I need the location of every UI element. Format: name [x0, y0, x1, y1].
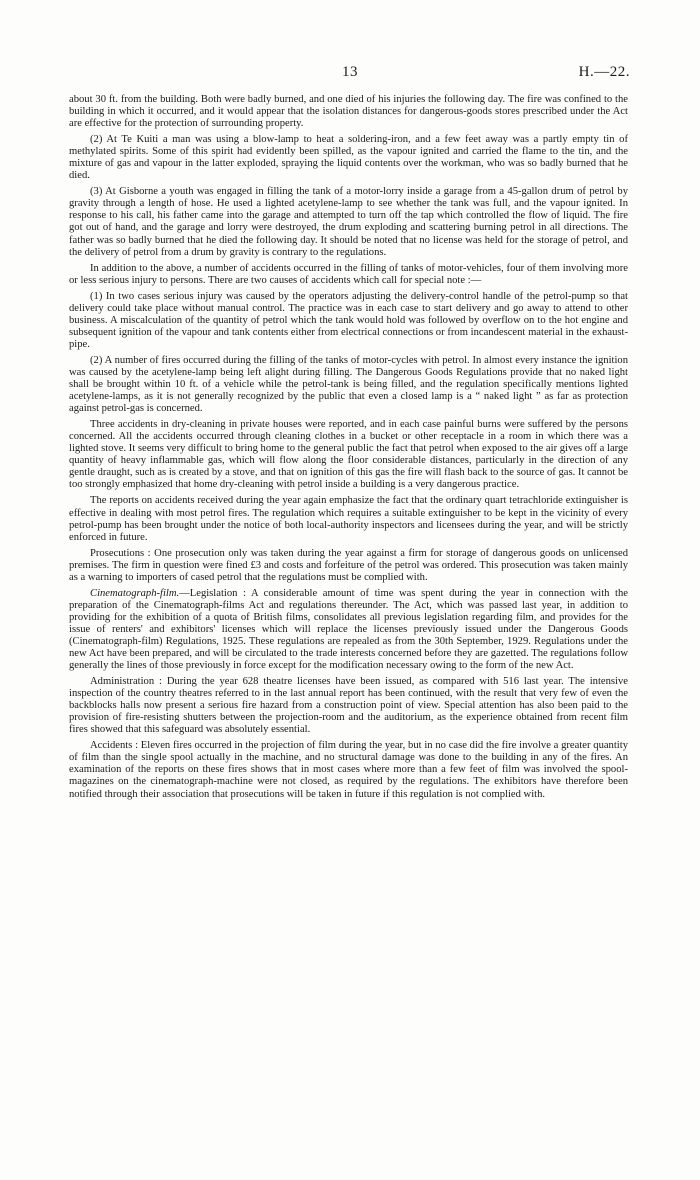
paragraph-te-kuiti-accident: (2) At Te Kuiti a man was using a blow-lamp to heat a soldering-iron, and a few feet away was a partly empty tin of methylated spirits. Some of this spirit had evidently been spilled, as the vapour ignited and carried the flame to the tin, and the mixture of gas and vapour in the latter exploded, spraying the liquid contents over the workman, who was so badly burned that he died. — [69, 134, 628, 182]
body-text — [69, 94, 628, 805]
paragraph-film-accidents: Accidents : Eleven fires occurred in the projection of film during the year, but in no case did the fire involve a greater quantity of film than the single spool actually in the machine, and no structural damage was done to the building in any of the fires. An examination of the reports on these fires shows that in most cases where more than a few feet of film was involved the spool-magazines on the cinematograph-machine were not closed, as required by the regulations. The exhibitors have therefore been notified through their association that prosecutions will be taken in future if this regulation is not complied with. — [69, 740, 628, 800]
page-number: 13 — [342, 64, 358, 80]
cinematograph-heading: Cinematograph-film. — [90, 587, 180, 599]
paragraph-continuation: about 30 ft. from the building. Both were badly burned, and one died of his injuries the following day. The fire was confined to the building in which it occurred, and it would appear that the isolation distances for dangerous-goods stores prescribed under the Act are effective for the protection of surrounding property. — [69, 94, 628, 130]
paragraph-dry-cleaning: Three accidents in dry-cleaning in private houses were reported, and in each case painful burns were suffered by the persons concerned. All the accidents occurred through cleaning clothes in a bucket or other receptacle in a room in which there was a lighted stove. It seems very difficult to bring home to the general public the fact that petrol when exposed to the air gives off a large quantity of heavy inflammable gas, which will flow along the floor considerable distances, particularly in the direction of any gentle draught, such as is created by a stove, and that on ignition of this gas the fire will flash back to the source of gas. It cannot be too strongly emphasized that home dry-cleaning with petrol inside a building is a very dangerous practice. — [69, 419, 628, 491]
paragraph-administration: Administration : During the year 628 theatre licenses have been issued, as compared with 516 last year. The intensive inspection of the country theatres referred to in the last annual report has been continued, with the result that very few of even the backblocks halls now present a serious fire hazard from a construction point of view. Special attention has also been paid to the provision of fire-resisting shutters between the projection-room and the auditorium, as the experience obtained from recent film fires showed that this safeguard was absolutely essential. — [69, 676, 628, 736]
paragraph-petrol-pump-cause: (1) In two cases serious injury was caused by the operators adjusting the delivery-control handle of the petrol-pump so that delivery could take place without manual control. The practice was in each case to start delivery and go away to attend to other business. A miscalculation of the quantity of petrol which the tank would hold was followed by overflow on to the hot engine and subsequent ignition of the vapour and tank contents either from electrical connections or from incandescent material in the exhaust-pipe. — [69, 290, 628, 350]
paragraph-gisborne-accident: (3) At Gisborne a youth was engaged in filling the tank of a motor-lorry inside a garage from a 45-gallon drum of petrol by gravity through a length of hose. He used a lighted acetylene-lamp to see whether the tank was full, and the vapour ignited. In response to his call, his father came into the garage and attempted to turn off the tap which controlled the flow of liquid. The fire got out of hand, and the garage and lorry were destroyed, the drum exploding and scattering burning petrol in all directions. The father was so badly burned that he died the following day. It should be noted that no license was held for the storage of petrol, and the delivery of petrol from a drum by gravity is contrary to the regulations. — [69, 186, 628, 258]
paragraph-motor-vehicle-accidents: In addition to the above, a number of accidents occurred in the filling of tanks of motor-vehicles, four of them involving more or less serious injury to persons. There are two causes of accidents which call for special note :— — [69, 262, 628, 286]
paragraph-cinematograph-legislation — [69, 588, 628, 672]
paragraph-motor-cycle-cause: (2) A number of fires occurred during the filling of the tanks of motor-cycles with petrol. In almost every instance the ignition was caused by the acetylene-lamp being left alight during filling. The Dangerous Goods Regulations provide that no naked light shall be brought within 10 ft. of a vehicle while the petrol-tank is being filled, and the regulation specifically mentions lighted acetylene-lamps, as it is not generally recognized by the public that even a closed lamp is a “ naked light ” as far as protection against petrol-gas is concerned. — [69, 354, 628, 415]
paragraph-extinguisher: The reports on accidents received during the year again emphasize the fact that the ordinary quart tetrachloride extinguisher is effective in dealing with most petrol fires. The regulation which requires a suitable extinguisher to be kept in the vicinity of every petrol-pump has been brought under the notice of both local-authority inspectors and licensees during the year, and will be strictly enforced in future. — [69, 495, 628, 543]
paragraph-prosecutions: Prosecutions : One prosecution only was taken during the year against a firm for storage of dangerous goods on unlicensed premises. The firm in question were fined £3 and costs and forfeiture of the petrol was ordered. This prosecution was taken mainly as a warning to importers of cased petrol that the regulations must be complied with. — [69, 547, 628, 583]
cinematograph-intro-text: —Legislation : A considerable amount of time was spent during the year in connection with the preparation of the Cinematograph-films Act and regulations thereunder. The Act, which was passed last year, in addition to providing for the exhibition of a quota of British films, consolidates all previous legislation regarding film, and provides for the issue of renters' and exhibitors' licenses which will replace the licenses previously issued under the Dangerous Goods (Cinematograph-film) Regulations, 1925. These regulations are repealed as from the 30th September, 1929. Regulations under the new Act have been prepared, and will be circulated to the trade interests concerned before they are gazetted. The regulations follow generally the lines of those previously in force except for the modification necessary owing to the form of the new Act. — [69, 587, 628, 672]
document-reference: H.—22. — [578, 64, 630, 80]
